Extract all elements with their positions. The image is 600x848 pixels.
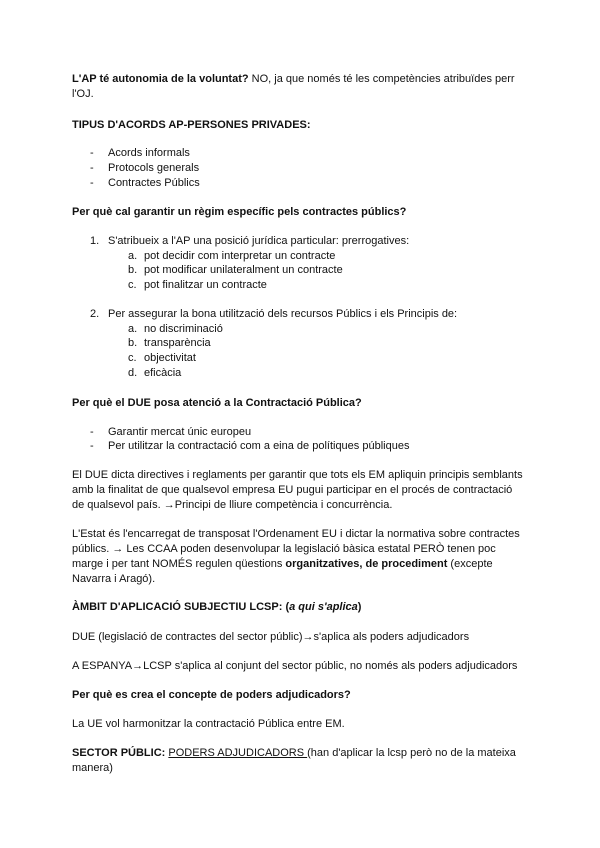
sublist-letter: b. [128, 337, 138, 349]
paragraph-due-line: de qualsevol país. →Principi de lliure competència i concurrència. [72, 499, 393, 511]
heading-ambit: ÀMBIT D'APLICACIÓ SUBJECTIU LCSP: (a qui s'aplica) [72, 601, 362, 613]
paragraph-ue: La UE vol harmonitzar la contractació Pública entre EM. [72, 718, 345, 730]
list-item: Garantir mercat únic europeu [108, 426, 252, 438]
paragraph-autonomia-cont: l'OJ. [72, 88, 94, 100]
heading-regim-especific: Per què cal garantir un règim específic pels contractes públics? [72, 206, 407, 218]
paragraph-due-line: amb la finalitat de que qualsevol empresa EU pugui participar en el procés de contractació [72, 484, 513, 496]
list-item: S'atribueix a l'AP una posició jurídica particular: prerrogatives: [108, 235, 410, 247]
bullet-dash: - [90, 162, 94, 174]
sublist-letter: a. [128, 250, 138, 262]
list-item: Per assegurar la bona utilització dels recursos Públics i els Principis de: [108, 308, 458, 320]
list-number: 1. [90, 235, 100, 247]
paragraph-due-poders: DUE (legislació de contractes del sector públic)→s'aplica als poders adjudicadors [72, 631, 470, 643]
bullet-dash: - [90, 147, 94, 159]
heading-due-atencio: Per què el DUE posa atenció a la Contractació Pública? [72, 397, 362, 409]
list-number: 2. [90, 308, 100, 320]
bullet-dash: - [90, 426, 94, 438]
sublist-item: objectivitat [144, 352, 196, 364]
sublist-item: no discriminació [144, 323, 223, 335]
sublist-letter: c. [128, 352, 137, 364]
paragraph-autonomia: L'AP té autonomia de la voluntat? NO, ja que només té les competències atribuïdes perr [72, 73, 515, 85]
paragraph-sector-public-cont: manera) [72, 762, 113, 774]
list-item: Per utilitzar la contractació com a eina de polítiques públiques [108, 440, 410, 452]
list-item: Contractes Públics [108, 177, 200, 189]
paragraph-espanya: A ESPANYA→LCSP s'aplica al conjunt del sector públic, no només als poders adjudicadors [72, 660, 518, 672]
paragraph-sector-public: SECTOR PÚBLIC: PODERS ADJUDICADORS (han d'aplicar la lcsp però no de la mateixa [72, 747, 516, 759]
paragraph-estat-line: marge i per tant NOMÉS regulen qüestions organitzatives, de procediment (excepte [72, 558, 493, 570]
bullet-dash: - [90, 177, 94, 189]
sublist-letter: d. [128, 367, 138, 379]
sublist-item: pot modificar unilateralment un contracte [144, 264, 343, 276]
sublist-item: pot decidir com interpretar un contracte [144, 250, 336, 262]
sublist-item: eficàcia [144, 367, 182, 379]
paragraph-estat-line: Navarra i Aragó). [72, 573, 156, 585]
sublist-item: transparència [144, 337, 211, 349]
sublist-letter: a. [128, 323, 138, 335]
heading-tipus-acords: TIPUS D'ACORDS AP-PERSONES PRIVADES: [72, 119, 311, 131]
paragraph-estat-line: L'Estat és l'encarregat de transposat l'Ordenament EU i dictar la normativa sobre contractes [72, 528, 520, 540]
sublist-letter: c. [128, 279, 137, 291]
list-item: Protocols generals [108, 162, 200, 174]
list-item: Acords informals [108, 147, 190, 159]
poders-adjudicadors-link[interactable]: PODERS ADJUDICADORS [168, 747, 308, 759]
paragraph-due-line: El DUE dicta directives i reglaments per garantir que tots els EM apliquin principis semblants [72, 469, 523, 481]
heading-poders-adjudicadors: Per què es crea el concepte de poders adjudicadors? [72, 689, 351, 701]
sublist-letter: b. [128, 264, 138, 276]
sublist-item: pot finalitzar un contracte [144, 279, 267, 291]
bullet-dash: - [90, 440, 94, 452]
paragraph-estat-line: públics. → Les CCAA poden desenvolupar la legislació bàsica estatal PERÒ tenen poc [72, 543, 496, 555]
